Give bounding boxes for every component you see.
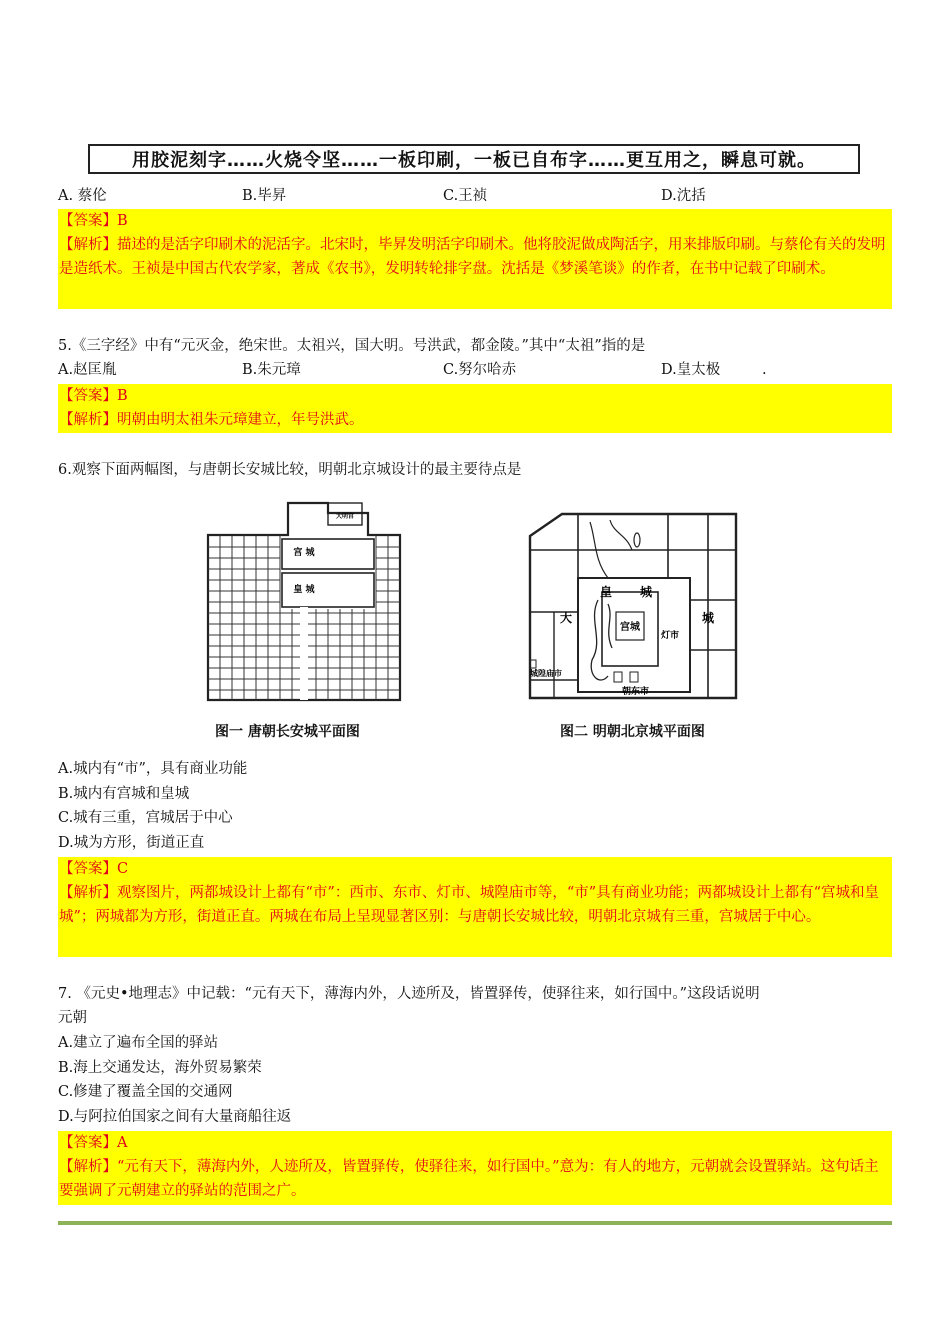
q4-option-c: C.王祯 — [443, 188, 488, 204]
q4-answer: 【答案】B — [59, 213, 128, 229]
q5-option-d: D.皇太极 — [661, 362, 721, 378]
q6-analysis: 【解析】观察图片，两都城设计上都有“市”：西市、东市、灯市、城隍庙市等，“市”具有商业功能；两都城设计上都有“宫城和皇城”；两城都为方形，街道正直。两城在布局上呈现显著区别：与唐朝长安城比较，明朝北京城有三重，宫城居于中心。 — [59, 885, 880, 925]
q6-option-b: B.城内有宫城和皇城 — [58, 786, 190, 802]
q7-stem-line1: 7. 《元史•地理志》中记载：“元有天下，薄海内外，人迹所及，皆置驿传，使驿往来，如行国中。”这段话说明 — [58, 986, 760, 1002]
q5-answer: 【答案】B — [59, 388, 128, 404]
q5-option-c: C.努尔哈赤 — [443, 362, 517, 378]
fig1-caption: 图一 唐朝长安城平面图 — [215, 724, 360, 740]
beijing-cheng-label-2: 城 — [702, 611, 715, 625]
q7-stem-line2: 元朝 — [58, 1010, 87, 1026]
q5-option-b: B.朱元璋 — [242, 362, 301, 378]
q5-answer-block — [58, 384, 892, 433]
beijing-gongcheng-label: 宫城 — [620, 622, 640, 633]
q4-option-b: B.毕昇 — [242, 188, 287, 204]
q5-option-a: A.赵匡胤 — [58, 362, 117, 378]
q7-option-d: D.与阿拉伯国家之间有大量商船往返 — [58, 1109, 292, 1125]
q7-option-b: B.海上交通发达，海外贸易繁荣 — [58, 1060, 262, 1076]
q6-option-d: D.城为方形，街道正直 — [58, 835, 205, 851]
quote-box — [88, 144, 860, 174]
beijing-dengshi-label: 灯市 — [661, 631, 680, 641]
footer-rule — [58, 1221, 892, 1225]
q6-answer-block — [58, 857, 892, 957]
q7-option-c: C.修建了覆盖全国的交通网 — [58, 1084, 233, 1100]
q5-stray-mark: . — [762, 362, 767, 378]
quote-text: 用胶泥刻字……火烧令坚……一板印刷，一板已自布字……更互用之，瞬息可就。 — [132, 150, 816, 171]
q6-option-c: C.城有三重，宫城居于中心 — [58, 810, 233, 826]
fig2-caption: 图二 明朝北京城平面图 — [560, 724, 705, 740]
q4-answer-block — [58, 209, 892, 309]
changan-huangcheng-label: 皇 城 — [293, 585, 315, 595]
changan-map-figure — [200, 495, 410, 710]
q4-option-d: D.沈括 — [661, 188, 706, 204]
q5-analysis: 【解析】明朝由明太祖朱元璋建立，年号洪武。 — [59, 412, 364, 428]
beijing-huang-label: 皇 — [600, 585, 613, 599]
q7-answer: 【答案】A — [59, 1135, 128, 1151]
q7-analysis: 【解析】“元有天下，薄海内外，人迹所及，皆置驿传，使驿往来，如行国中。”意为：有人的地方，元朝就会设置驿站。这句话主要强调了元朝建立的驿站的范围之广。 — [59, 1159, 879, 1199]
beijing-tai-label: 大 — [560, 611, 573, 625]
q6-option-a: A.城内有“市”，具有商业功能 — [58, 761, 248, 777]
beijing-cheng-label-1: 城 — [640, 585, 653, 599]
q7-answer-block — [58, 1131, 892, 1205]
q4-option-a: A. 蔡伦 — [58, 188, 107, 204]
beijing-chenghuang-label: 城隍庙市 — [530, 669, 562, 678]
q4-analysis: 【解析】描述的是活字印刷术的泥活字。北宋时，毕昇发明活字印刷术。他将胶泥做成陶活字，用来排版印刷。与蔡伦有关的发明是造纸术。王祯是中国古代农学家，著成《农书》，发明转轮排字盘。沈括是《梦溪笔谈》的作者，在书中记载了印刷术。 — [59, 237, 886, 277]
q6-stem: 6.观察下面两幅图，与唐朝长安城比较，明朝北京城设计的最主要待点是 — [58, 462, 522, 478]
beijing-chaodong-label: 朝东市 — [622, 687, 650, 697]
changan-daming-label: 大明宫 — [335, 513, 355, 520]
q5-stem: 5.《三字经》中有“元灭金，绝宋世。太祖兴，国大明。号洪武，都金陵。”其中“太祖”指的是 — [58, 338, 646, 354]
changan-gongcheng-label: 宫 城 — [293, 548, 315, 558]
q7-option-a: A.建立了遍布全国的驿站 — [58, 1035, 219, 1051]
q6-answer: 【答案】C — [59, 861, 129, 877]
beijing-map-figure — [518, 500, 753, 712]
